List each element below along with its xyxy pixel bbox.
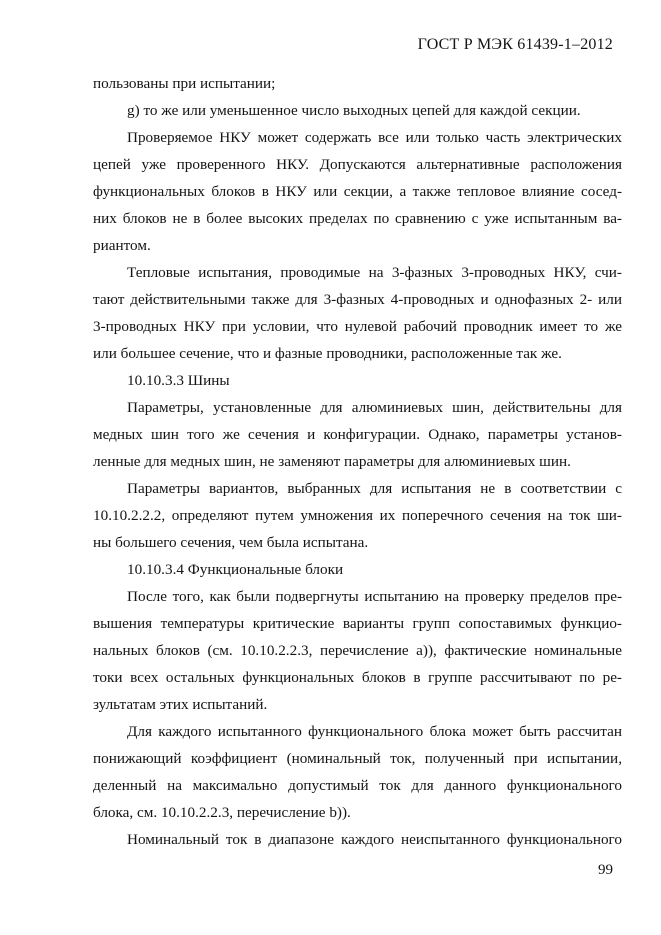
text-line: токи всех остальных функциональных блоков в группе рассчитывают по ре- [93,669,622,686]
text-line: ны большего сечения, чем была испытана. [93,534,369,551]
text-line: вышения температуры критические варианты групп сопоставимых функцио- [93,615,622,632]
text-line: них блоков не в более высоких пределах по сравнению с уже испытанным ва- [93,210,622,227]
page-number: 99 [598,862,613,878]
text-line: Проверяемое НКУ может содержать все или только часть электрических [127,129,622,146]
text-line: пользованы при испытании; [93,75,276,92]
body-text [93,70,622,853]
text-line: зультатам этих испытаний. [93,696,268,713]
text-line: g) то же или уменьшенное число выходных цепей для каждой секции. [127,102,581,119]
text-line: риантом. [93,237,151,254]
text-line: понижающий коэффициент (номинальный ток, полученный при испытании, [93,750,622,767]
text-line: Параметры, установленные для алюминиевых шин, действительны для [127,399,622,416]
text-line: или большее сечение, что и фазные проводники, расположенные так же. [93,345,562,362]
text-line: 3-проводных НКУ при условии, что нулевой рабочий проводник имеет то же [93,318,622,335]
text-line: 10.10.2.2.2, определяют путем умножения их поперечного сечения на ток ши- [93,507,622,524]
text-line: цепей уже проверенного НКУ. Допускаются альтернативные расположения [93,156,622,173]
text-line: 10.10.3.4 Функциональные блоки [127,561,344,578]
text-line: Параметры вариантов, выбранных для испытания не в соответствии с [127,480,622,497]
text-line: деленный на максимально допустимый ток для данного функционального [93,777,622,794]
text-line: Тепловые испытания, проводимые на 3-фазных 3-проводных НКУ, счи- [127,264,622,281]
text-line: ленные для медных шин, не заменяют параметры для алюминиевых шин. [93,453,571,470]
text-line: После того, как были подвергнуты испытанию на проверку пределов пре- [127,588,622,605]
page-header: ГОСТ Р МЭК 61439-1–2012 [417,36,613,53]
text-line: нальных блоков (см. 10.10.2.2.3, перечисление а)), фактические номинальные [93,642,622,659]
text-line: 10.10.3.3 Шины [127,372,230,389]
text-line: блока, см. 10.10.2.2.3, перечисление b)). [93,804,351,821]
text-line: Номинальный ток в диапазоне каждого неиспытанного функционального [127,831,622,848]
text-line: тают действительными также для 3-фазных 4-проводных и однофазных 2- или [93,291,622,308]
text-line: медных шин того же сечения и конфигурации. Однако, параметры установ- [93,426,622,443]
text-line: Для каждого испытанного функционального блока может быть рассчитан [127,723,622,740]
text-line: функциональных блоков в НКУ или секции, а также тепловое влияние сосед- [93,183,622,200]
